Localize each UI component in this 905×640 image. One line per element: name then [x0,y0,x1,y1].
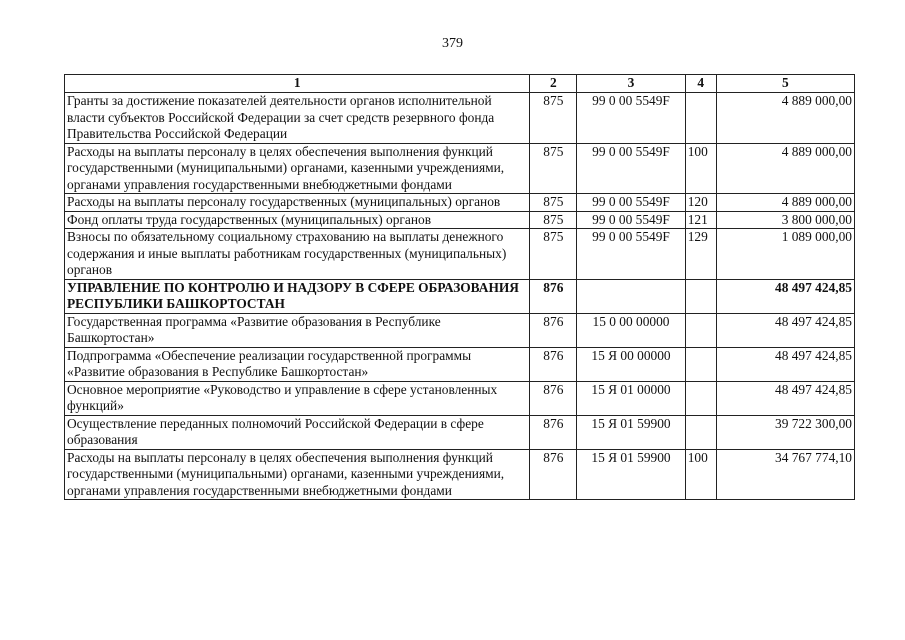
page-number: 379 [442,36,463,51]
row-sum: 39 722 300,00 [716,415,854,449]
table-row [65,381,855,415]
row-name: Основное мероприятие «Руководство и управление в сфере установленных функций» [65,381,530,415]
row-name: Гранты за достижение показателей деятельности органов исполнительной власти субъектов Российской Федерации за счет средств резервного фонда Правительства Российской Федерации [65,93,530,144]
row-target-article: 99 0 00 5549F [577,143,685,194]
row-sum: 4 889 000,00 [716,93,854,144]
row-code: 875 [530,143,577,194]
header-col-1: 1 [65,75,530,93]
table-row [65,194,855,212]
row-expense-type: 120 [685,194,716,212]
row-code: 876 [530,347,577,381]
row-target-article: 15 Я 00 00000 [577,347,685,381]
row-name: Расходы на выплаты персоналу в целях обеспечения выполнения функций государственными (муниципальными) органами, казенными учреждениями, органами управления государственными внебюджетными фондами [65,449,530,500]
table-row [65,347,855,381]
row-expense-type [685,279,716,313]
row-sum: 34 767 774,10 [716,449,854,500]
row-target-article: 99 0 00 5549F [577,93,685,144]
row-expense-type: 129 [685,229,716,280]
row-code: 876 [530,279,577,313]
row-target-article: 99 0 00 5549F [577,194,685,212]
row-name: Расходы на выплаты персоналу в целях обеспечения выполнения функций государственными (муниципальными) органами, казенными учреждениями, органами управления государственными внебюджетными фондами [65,143,530,194]
row-sum: 4 889 000,00 [716,194,854,212]
table-row [65,143,855,194]
row-expense-type [685,313,716,347]
header-col-4: 4 [685,75,716,93]
row-name: Подпрограмма «Обеспечение реализации государственной программы «Развитие образования в Республике Башкортостан» [65,347,530,381]
table-row [65,313,855,347]
row-code: 876 [530,313,577,347]
row-name: Государственная программа «Развитие образования в Республике Башкортостан» [65,313,530,347]
row-expense-type: 100 [685,449,716,500]
budget-table [64,74,855,500]
table-row [65,211,855,229]
row-expense-type: 121 [685,211,716,229]
row-code: 875 [530,194,577,212]
row-code: 875 [530,93,577,144]
row-expense-type [685,381,716,415]
row-target-article: 15 Я 01 59900 [577,415,685,449]
header-col-5: 5 [716,75,854,93]
table-row [65,279,855,313]
table-header-row [65,75,855,93]
row-target-article [577,279,685,313]
row-sum: 4 889 000,00 [716,143,854,194]
table-row [65,93,855,144]
table-row [65,415,855,449]
row-name: УПРАВЛЕНИЕ ПО КОНТРОЛЮ И НАДЗОРУ В СФЕРЕ ОБРАЗОВАНИЯ РЕСПУБЛИКИ БАШКОРТОСТАН [65,279,530,313]
row-target-article: 15 Я 01 00000 [577,381,685,415]
header-col-2: 2 [530,75,577,93]
row-code: 876 [530,415,577,449]
row-expense-type: 100 [685,143,716,194]
row-sum: 48 497 424,85 [716,313,854,347]
row-sum: 48 497 424,85 [716,381,854,415]
row-sum: 3 800 000,00 [716,211,854,229]
row-name: Расходы на выплаты персоналу государственных (муниципальных) органов [65,194,530,212]
table-body [65,93,855,500]
row-expense-type [685,347,716,381]
row-code: 876 [530,449,577,500]
table-row [65,229,855,280]
row-code: 876 [530,381,577,415]
row-code: 875 [530,229,577,280]
row-expense-type [685,415,716,449]
row-name: Осуществление переданных полномочий Российской Федерации в сфере образования [65,415,530,449]
row-sum: 48 497 424,85 [716,347,854,381]
header-col-3: 3 [577,75,685,93]
row-target-article: 15 Я 01 59900 [577,449,685,500]
row-sum: 1 089 000,00 [716,229,854,280]
row-target-article: 99 0 00 5549F [577,211,685,229]
row-name: Фонд оплаты труда государственных (муниципальных) органов [65,211,530,229]
row-expense-type [685,93,716,144]
table-row [65,449,855,500]
row-name: Взносы по обязательному социальному страхованию на выплаты денежного содержания и иные выплаты работникам государственных (муниципальных) органов [65,229,530,280]
row-code: 875 [530,211,577,229]
row-sum: 48 497 424,85 [716,279,854,313]
row-target-article: 99 0 00 5549F [577,229,685,280]
row-target-article: 15 0 00 00000 [577,313,685,347]
